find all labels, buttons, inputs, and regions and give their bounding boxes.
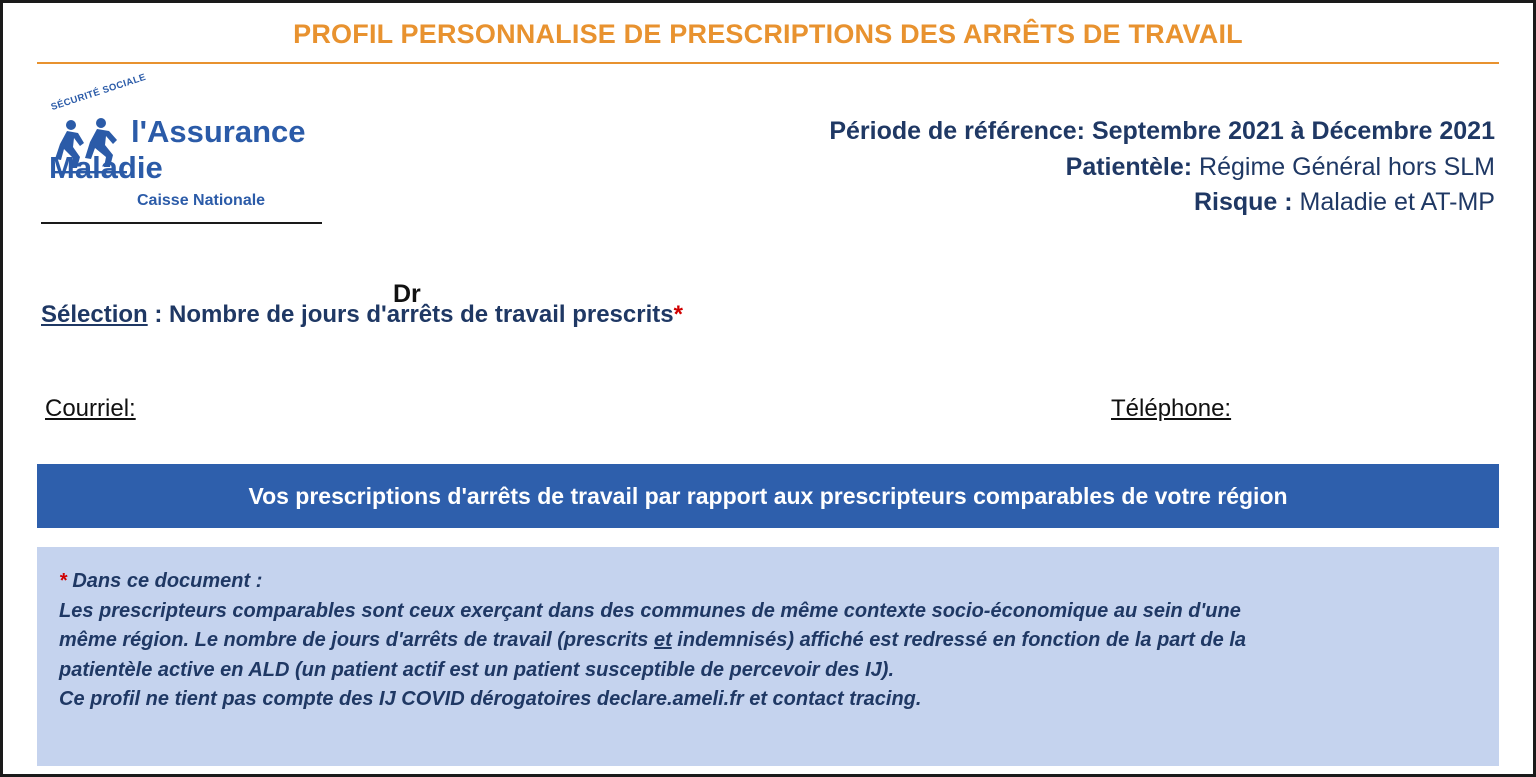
selection-line [41,301,683,329]
logo-line1: l'Assurance [131,114,306,149]
footnote-asterisk: * [59,570,67,592]
selection-separator: : [147,301,170,328]
email-label: Courriel: [45,395,136,422]
document-inner [3,3,1533,774]
meta-label-periode: Période de référence: [829,117,1086,145]
meta-row-periode [829,114,1495,150]
selection-value: Nombre de jours d'arrêts de travail prescrits [169,301,674,328]
meta-value-patientele: Régime Général hors SLM [1192,152,1495,181]
meta-value-periode: Septembre 2021 à Décembre 2021 [1085,117,1495,145]
logo-underline [41,222,322,224]
footnote-heading [59,567,1477,597]
footnote-line-2a: même région. Le nombre de jours d'arrêts de travail (prescrits [59,629,654,652]
logo-graphic [41,71,331,209]
header-meta-block [829,114,1495,221]
footnote-line-3: patientèle active en ALD (un patient actif est un patient susceptible de percevoir des IJ). [59,658,895,681]
logo-arc-text: SÉCURITÉ SOCIALE [49,71,148,113]
footnote-box [37,547,1499,766]
footnote-heading-text: Dans ce document : [66,570,263,592]
header-zone [37,64,1499,308]
section-band [37,464,1499,528]
logo-line3: Caisse Nationale [137,192,266,209]
page-title: PROFIL PERSONNALISE DE PRESCRIPTIONS DES ARRÊTS DE TRAVAIL [293,19,1243,49]
footnote-line-2 [59,626,1477,656]
selection-asterisk: * [673,301,683,328]
doctor-name-field: Dr [393,280,421,308]
selection-label: Sélection [41,301,148,328]
footnote-line-2c: indemnisés) affiché est redressé en fonction de la part de la [671,629,1247,652]
footnote-line-2-emphasis: et [653,629,672,652]
meta-row-risque [829,185,1495,221]
footnote-line-1: Les prescripteurs comparables sont ceux exerçant dans des communes de même contexte socio-économique au sein d'une [59,599,1241,622]
phone-label: Téléphone: [1111,395,1232,422]
meta-label-patientele: Patientèle: [1065,152,1193,181]
meta-row-patientele [829,150,1495,186]
assurance-maladie-logo [41,71,331,209]
section-band-title: Vos prescriptions d'arrêts de travail par rapport aux prescripteurs comparables de votre région [248,482,1288,509]
footnote-line-4: Ce profil ne tient pas compte des IJ COVID dérogatoires declare.ameli.fr et contact tracing. [59,688,922,711]
meta-label-risque: Risque : [1193,188,1293,216]
contact-row [41,395,1495,429]
logo-line2: Maladie [49,150,163,185]
meta-value-risque: Maladie et AT-MP [1292,188,1495,216]
